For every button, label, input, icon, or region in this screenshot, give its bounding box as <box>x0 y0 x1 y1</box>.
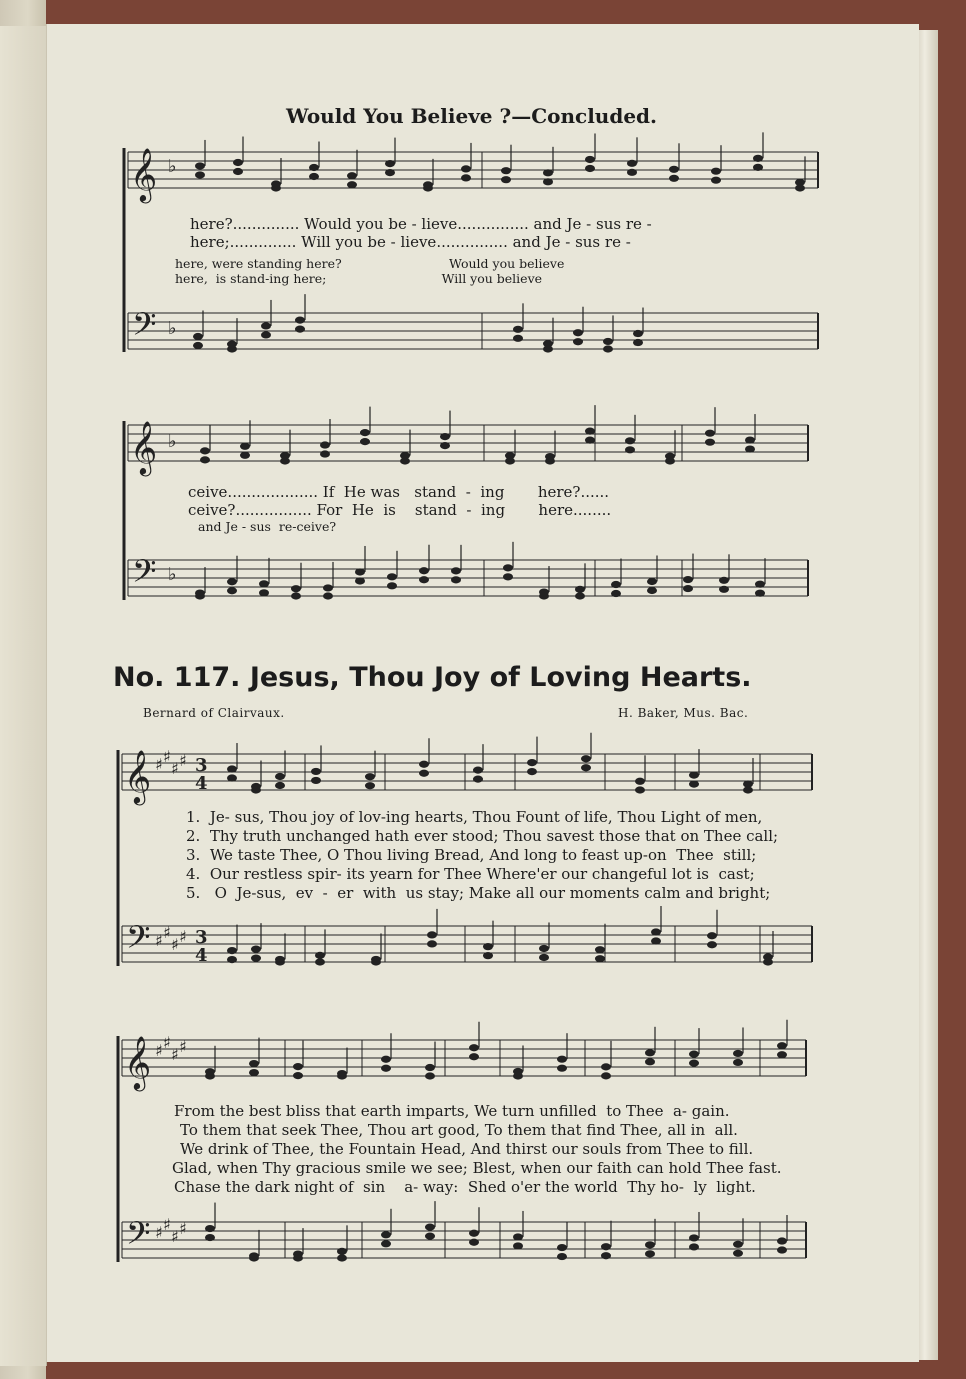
note-head <box>381 1231 391 1238</box>
treble-staff <box>122 754 812 790</box>
note-head <box>585 437 595 444</box>
note-head <box>601 1243 611 1250</box>
song-116-lyric-line-1: here?.............. Would you be - lieve............... and Je - sus re - <box>190 215 652 233</box>
note-head <box>665 457 675 464</box>
note-head <box>705 439 715 446</box>
note-head <box>311 777 321 784</box>
note-head <box>440 442 450 449</box>
note-head <box>469 1230 479 1237</box>
note-head <box>603 338 613 345</box>
note-head <box>733 1050 743 1057</box>
note-head <box>451 576 461 583</box>
note-head <box>705 430 715 437</box>
note-head <box>501 167 511 174</box>
note-head <box>513 335 523 342</box>
bass-staff <box>122 1222 806 1258</box>
note-head <box>711 168 721 175</box>
note-head <box>275 782 285 789</box>
note-head <box>347 172 357 179</box>
note-head <box>707 932 717 939</box>
note-head <box>227 956 237 963</box>
note-head <box>527 768 537 775</box>
note-head <box>573 338 583 345</box>
note-head <box>315 958 325 965</box>
note-head <box>733 1059 743 1066</box>
note-head <box>543 169 553 176</box>
note-head <box>249 1254 259 1261</box>
note-head <box>645 1058 655 1065</box>
note-head <box>261 331 271 338</box>
sharp-icon: ♯ <box>179 751 187 770</box>
note-head <box>625 446 635 453</box>
note-head <box>275 958 285 965</box>
treble-clef-icon: 𝄞 <box>130 420 158 474</box>
note-head <box>585 156 595 163</box>
note-head <box>627 169 637 176</box>
note-head <box>689 1243 699 1250</box>
note-head <box>227 947 237 954</box>
verse-3-part-2: We drink of Thee, the Fountain Head, And thirst our souls from Thee to fill. <box>180 1140 754 1158</box>
note-head <box>425 1072 435 1079</box>
bass-clef-icon: 𝄢 <box>132 306 157 350</box>
note-head <box>513 1233 523 1240</box>
note-head <box>539 945 549 952</box>
time-signature-bottom: 4 <box>195 773 208 794</box>
note-head <box>513 1072 523 1079</box>
note-head <box>440 433 450 440</box>
note-head <box>557 1253 567 1260</box>
verse-4-part-2: Glad, when Thy gracious smile we see; Blest, when our faith can hold Thee fast. <box>172 1159 782 1177</box>
note-head <box>381 1065 391 1072</box>
note-head <box>733 1250 743 1257</box>
note-head <box>795 184 805 191</box>
verse-2-part-1: 2. Thy truth unchanged hath ever stood; Thou savest those that on Thee call; <box>186 827 779 845</box>
note-head <box>233 159 243 166</box>
note-head <box>745 445 755 452</box>
note-head <box>461 174 471 181</box>
note-head <box>543 345 553 352</box>
note-head <box>689 1051 699 1058</box>
note-head <box>227 774 237 781</box>
note-head <box>611 581 621 588</box>
note-head <box>387 573 397 580</box>
note-head <box>527 759 537 766</box>
note-head <box>777 1237 787 1244</box>
song-117-composer: H. Baker, Mus. Bac. <box>618 706 749 720</box>
note-head <box>711 177 721 184</box>
note-head <box>611 590 621 597</box>
note-head <box>763 958 773 965</box>
note-head <box>315 952 325 959</box>
song-116-title: Would You Believe ?—Concluded. <box>286 104 657 128</box>
note-head <box>513 326 523 333</box>
note-head <box>733 1241 743 1248</box>
note-head <box>419 576 429 583</box>
bass-clef-icon: 𝄢 <box>126 1215 151 1259</box>
verse-4-part-1: 4. Our restless spir- its yearn for Thee Where'er our changeful lot is cast; <box>186 865 755 883</box>
note-head <box>309 173 319 180</box>
note-head <box>320 450 330 457</box>
note-head <box>483 943 493 950</box>
note-head <box>539 954 549 961</box>
note-head <box>193 342 203 349</box>
verse-1-part-1: 1. Je- sus, Thou joy of lov-ing hearts, Thou Fount of life, Thou Light of men, <box>186 808 763 826</box>
note-head <box>271 184 281 191</box>
sharp-icon: ♯ <box>163 1033 171 1052</box>
note-head <box>473 776 483 783</box>
note-head <box>385 169 395 176</box>
note-head <box>293 1254 303 1261</box>
note-head <box>195 162 205 169</box>
note-head <box>645 1250 655 1257</box>
note-head <box>581 764 591 771</box>
song-116-lyric-line-2: here;.............. Will you be - lieve............... and Je - sus re - <box>190 233 631 251</box>
note-head <box>557 1056 567 1063</box>
note-head <box>755 581 765 588</box>
note-head <box>337 1072 347 1079</box>
note-head <box>427 940 437 947</box>
note-head <box>585 428 595 435</box>
note-head <box>280 457 290 464</box>
verse-1-part-2: From the best bliss that earth imparts, We turn unfilled to Thee a- gain. <box>174 1102 730 1120</box>
note-head <box>669 175 679 182</box>
note-head <box>543 178 553 185</box>
note-head <box>539 592 549 599</box>
bass-clef-icon: 𝄢 <box>132 553 157 597</box>
note-head <box>419 770 429 777</box>
note-head <box>469 1053 479 1060</box>
note-head <box>425 1064 435 1071</box>
note-head <box>205 1234 215 1241</box>
note-head <box>200 456 210 463</box>
sharp-icon: ♯ <box>171 935 179 954</box>
note-head <box>601 1252 611 1259</box>
note-head <box>753 155 763 162</box>
note-head <box>503 573 513 580</box>
sharp-icon: ♯ <box>155 1223 163 1242</box>
sharp-icon: ♯ <box>155 1041 163 1060</box>
note-head <box>645 1049 655 1056</box>
note-head <box>251 786 261 793</box>
note-head <box>293 1072 303 1079</box>
note-head <box>205 1225 215 1232</box>
note-head <box>291 592 301 599</box>
note-head <box>205 1072 215 1079</box>
note-head <box>227 587 237 594</box>
sharp-icon: ♯ <box>155 755 163 774</box>
verse-3-part-1: 3. We taste Thee, O Thou living Bread, And long to feast up-on Thee still; <box>186 846 757 864</box>
note-head <box>777 1051 787 1058</box>
flat-icon: ♭ <box>168 318 177 339</box>
note-head <box>633 339 643 346</box>
sharp-icon: ♯ <box>163 1215 171 1234</box>
note-head <box>323 592 333 599</box>
note-head <box>261 322 271 329</box>
note-head <box>745 436 755 443</box>
note-head <box>647 578 657 585</box>
note-head <box>595 946 605 953</box>
note-head <box>503 564 513 571</box>
note-head <box>360 429 370 436</box>
note-head <box>193 333 203 340</box>
note-head <box>635 786 645 793</box>
treble-clef-icon: 𝄞 <box>124 749 152 803</box>
note-head <box>259 589 269 596</box>
note-head <box>627 160 637 167</box>
note-head <box>603 345 613 352</box>
note-head <box>513 1242 523 1249</box>
note-head <box>337 1248 347 1255</box>
song-116-bass-lyric-3: and Je - sus re-ceive? <box>198 519 337 534</box>
note-head <box>473 767 483 774</box>
note-head <box>575 586 585 593</box>
song-116-bass-lyric-1: here, were standing here? Would you believe <box>175 256 565 271</box>
note-head <box>601 1063 611 1070</box>
note-head <box>387 582 397 589</box>
note-head <box>200 447 210 454</box>
note-head <box>419 567 429 574</box>
note-head <box>427 931 437 938</box>
note-head <box>505 457 515 464</box>
note-head <box>385 160 395 167</box>
note-head <box>419 761 429 768</box>
note-head <box>259 580 269 587</box>
flat-icon: ♭ <box>168 431 177 452</box>
sharp-icon: ♯ <box>179 927 187 946</box>
note-head <box>249 1069 259 1076</box>
note-head <box>365 773 375 780</box>
note-head <box>355 577 365 584</box>
treble-clef-icon: 𝄞 <box>130 147 158 201</box>
note-head <box>400 457 410 464</box>
treble-clef-icon: 𝄞 <box>124 1035 152 1089</box>
note-head <box>227 578 237 585</box>
note-head <box>651 937 661 944</box>
note-head <box>625 437 635 444</box>
note-head <box>360 438 370 445</box>
note-head <box>323 584 333 591</box>
sharp-icon: ♯ <box>179 1037 187 1056</box>
note-head <box>371 958 381 965</box>
note-head <box>483 952 493 959</box>
song-116-lyric-line-3: ceive................... If He was stand - ing here?...... <box>188 483 610 501</box>
song-116-bass-lyric-2: here, is stand-ing here; Will you believe <box>175 271 543 286</box>
bass-clef-icon: 𝄢 <box>126 919 151 963</box>
note-head <box>227 765 237 772</box>
note-head <box>581 755 591 762</box>
note-head <box>743 786 753 793</box>
verse-5-part-1: 5. O Je-sus, ev - er with us stay; Make all our moments calm and bright; <box>186 884 771 902</box>
note-head <box>647 587 657 594</box>
note-head <box>777 1042 787 1049</box>
note-head <box>251 955 261 962</box>
note-head <box>295 326 305 333</box>
note-head <box>469 1239 479 1246</box>
note-head <box>689 1060 699 1067</box>
verse-5-part-2: Chase the dark night of sin a- way: Shed o'er the world Thy ho- ly light. <box>174 1178 756 1196</box>
note-head <box>227 345 237 352</box>
note-head <box>381 1056 391 1063</box>
note-head <box>355 568 365 575</box>
note-head <box>557 1065 567 1072</box>
note-head <box>601 1072 611 1079</box>
note-head <box>651 928 661 935</box>
note-head <box>251 946 261 953</box>
verse-2-part-2: To them that seek Thee, Thou art good, To them that find Thee, all in all. <box>180 1121 738 1139</box>
song-117-author: Bernard of Clairvaux. <box>143 706 285 720</box>
note-head <box>295 317 305 324</box>
song-117-title: No. 117. Jesus, Thou Joy of Loving Hearts. <box>113 662 752 693</box>
note-head <box>240 443 250 450</box>
flat-icon: ♭ <box>168 564 177 585</box>
note-head <box>635 778 645 785</box>
treble-staff <box>122 1040 806 1076</box>
note-head <box>195 171 205 178</box>
note-head <box>557 1244 567 1251</box>
note-head <box>707 941 717 948</box>
note-head <box>545 457 555 464</box>
note-head <box>585 165 595 172</box>
time-signature-top: 3 <box>195 927 208 948</box>
sharp-icon: ♯ <box>171 1227 179 1246</box>
note-head <box>291 585 301 592</box>
note-head <box>755 590 765 597</box>
note-head <box>575 592 585 599</box>
note-head <box>461 165 471 172</box>
note-head <box>501 176 511 183</box>
note-head <box>645 1241 655 1248</box>
note-head <box>233 168 243 175</box>
note-head <box>689 772 699 779</box>
note-head <box>573 329 583 336</box>
song-116-lyric-line-4: ceive?................ For He is stand - ing here........ <box>188 501 612 519</box>
note-head <box>719 586 729 593</box>
note-head <box>689 781 699 788</box>
time-signature-top: 3 <box>195 755 208 776</box>
note-head <box>423 184 433 191</box>
flat-icon: ♭ <box>168 156 177 177</box>
note-head <box>777 1246 787 1253</box>
note-head <box>683 585 693 592</box>
note-head <box>320 441 330 448</box>
note-head <box>469 1044 479 1051</box>
note-head <box>669 166 679 173</box>
note-head <box>425 1224 435 1231</box>
note-head <box>240 452 250 459</box>
note-head <box>425 1233 435 1240</box>
note-head <box>311 768 321 775</box>
note-head <box>451 567 461 574</box>
sharp-icon: ♯ <box>171 1045 179 1064</box>
note-head <box>337 1254 347 1261</box>
sharp-icon: ♯ <box>155 931 163 950</box>
note-head <box>689 1234 699 1241</box>
note-head <box>633 330 643 337</box>
sharp-icon: ♯ <box>171 759 179 778</box>
note-head <box>347 181 357 188</box>
note-head <box>275 773 285 780</box>
note-head <box>595 955 605 962</box>
sharp-icon: ♯ <box>163 923 171 942</box>
note-head <box>683 576 693 583</box>
note-head <box>753 164 763 171</box>
time-signature-bottom: 4 <box>195 945 208 966</box>
sharp-icon: ♯ <box>163 747 171 766</box>
note-head <box>309 164 319 171</box>
note-head <box>195 592 205 599</box>
note-head <box>249 1060 259 1067</box>
sharp-icon: ♯ <box>179 1219 187 1238</box>
note-head <box>365 782 375 789</box>
note-head <box>381 1240 391 1247</box>
note-head <box>719 577 729 584</box>
note-head <box>293 1063 303 1070</box>
